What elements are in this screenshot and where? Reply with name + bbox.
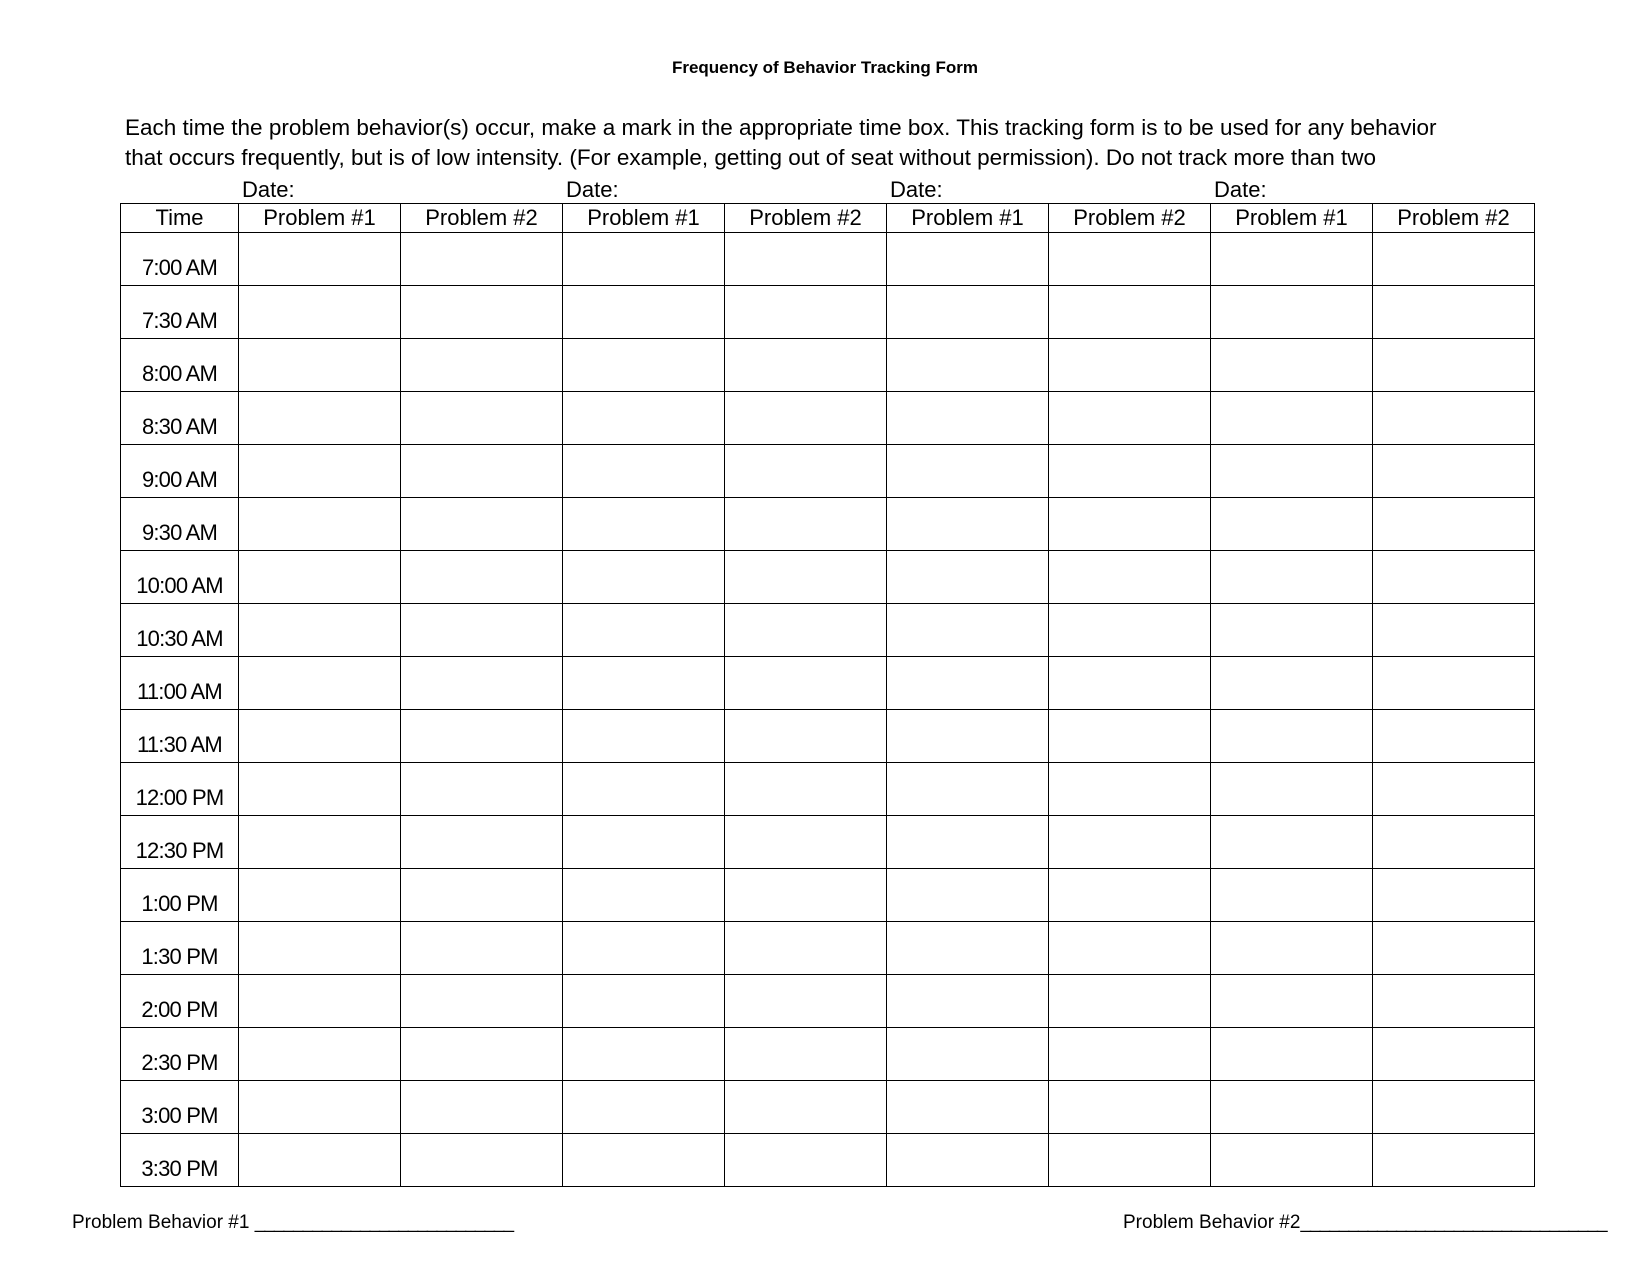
tally-cell[interactable]: [1373, 392, 1535, 445]
tally-cell[interactable]: [401, 286, 563, 339]
table-row: [121, 763, 1535, 816]
tally-cell[interactable]: [239, 869, 401, 922]
tally-cell[interactable]: [725, 869, 887, 922]
time-label: 12:30 PM: [121, 816, 239, 869]
tally-cell[interactable]: [1373, 551, 1535, 604]
tally-cell[interactable]: [239, 1028, 401, 1081]
tally-cell[interactable]: [1211, 604, 1373, 657]
tally-cell[interactable]: [1373, 763, 1535, 816]
table-row: [121, 445, 1535, 498]
tally-cell[interactable]: [1049, 551, 1211, 604]
instructions-line-1: Each time the problem behavior(s) occur, make a mark in the appropriate time box. This tracking form is to be used for any behavior: [125, 115, 1437, 140]
tally-cell[interactable]: [401, 392, 563, 445]
tally-cell[interactable]: [1373, 710, 1535, 763]
tally-cell[interactable]: [1373, 286, 1535, 339]
problem-behavior-1-label: Problem Behavior #1: [72, 1212, 255, 1233]
header-problem-1-day-4: Problem #1: [1211, 204, 1373, 233]
tally-cell[interactable]: [887, 763, 1049, 816]
tally-cell[interactable]: [1049, 286, 1211, 339]
tally-cell[interactable]: [725, 922, 887, 975]
tally-cell[interactable]: [887, 286, 1049, 339]
time-label: 9:00 AM: [121, 445, 239, 498]
time-label: 2:00 PM: [121, 975, 239, 1028]
time-label: 11:00 AM: [121, 657, 239, 710]
tally-cell[interactable]: [563, 1134, 725, 1187]
header-problem-1-day-1: Problem #1: [239, 204, 401, 233]
tally-cell[interactable]: [1211, 869, 1373, 922]
time-label: 9:30 AM: [121, 498, 239, 551]
problem-behavior-2-label: Problem Behavior #2: [1123, 1212, 1301, 1233]
tally-cell[interactable]: [239, 604, 401, 657]
tally-cell[interactable]: [1373, 339, 1535, 392]
tally-cell[interactable]: [887, 975, 1049, 1028]
tally-cell[interactable]: [239, 233, 401, 286]
date-label-3: Date:: [890, 177, 943, 202]
time-label: 8:00 AM: [121, 339, 239, 392]
tally-cell[interactable]: [563, 1081, 725, 1134]
tally-cell[interactable]: [239, 816, 401, 869]
tally-cell[interactable]: [1211, 286, 1373, 339]
tally-cell[interactable]: [1211, 763, 1373, 816]
form-title: Frequency of Behavior Tracking Form: [671, 58, 979, 77]
tally-cell[interactable]: [239, 1134, 401, 1187]
tally-cell[interactable]: [1049, 1081, 1211, 1134]
tally-cell[interactable]: [1211, 1028, 1373, 1081]
tally-cell[interactable]: [239, 498, 401, 551]
tally-cell[interactable]: [1049, 1028, 1211, 1081]
tally-cell[interactable]: [401, 657, 563, 710]
tally-cell[interactable]: [1211, 1134, 1373, 1187]
tally-cell[interactable]: [401, 816, 563, 869]
tally-cell[interactable]: [563, 657, 725, 710]
tally-cell[interactable]: [1373, 922, 1535, 975]
tally-cell[interactable]: [1049, 975, 1211, 1028]
problem-behavior-2-field: [1123, 1212, 1607, 1234]
tally-cell[interactable]: [239, 286, 401, 339]
tally-cell[interactable]: [725, 498, 887, 551]
tally-cell[interactable]: [563, 1028, 725, 1081]
time-label: 12:00 PM: [121, 763, 239, 816]
table-row: [121, 551, 1535, 604]
tally-cell[interactable]: [1211, 498, 1373, 551]
time-label: 7:00 AM: [121, 233, 239, 286]
tally-cell[interactable]: [401, 339, 563, 392]
table-row: [121, 922, 1535, 975]
tally-cell[interactable]: [1049, 816, 1211, 869]
tally-cell[interactable]: [725, 975, 887, 1028]
tally-cell[interactable]: [1049, 445, 1211, 498]
tally-cell[interactable]: [401, 1081, 563, 1134]
tally-cell[interactable]: [401, 498, 563, 551]
tally-cell[interactable]: [239, 975, 401, 1028]
tally-cell[interactable]: [725, 339, 887, 392]
tally-cell[interactable]: [887, 1028, 1049, 1081]
time-label: 3:00 PM: [121, 1081, 239, 1134]
tally-cell[interactable]: [1049, 1134, 1211, 1187]
tally-cell[interactable]: [563, 922, 725, 975]
tally-cell[interactable]: [725, 710, 887, 763]
tally-cell[interactable]: [1211, 657, 1373, 710]
tally-cell[interactable]: [725, 233, 887, 286]
tally-cell[interactable]: [401, 975, 563, 1028]
tally-cell[interactable]: [887, 445, 1049, 498]
table-row: [121, 975, 1535, 1028]
tally-cell[interactable]: [887, 869, 1049, 922]
table-body: [121, 233, 1535, 1187]
tally-cell[interactable]: [563, 869, 725, 922]
header-problem-1-day-2: Problem #1: [563, 204, 725, 233]
header-problem-2-day-1: Problem #2: [401, 204, 563, 233]
table-row: [121, 1134, 1535, 1187]
table-row: [121, 1081, 1535, 1134]
tally-cell[interactable]: [887, 657, 1049, 710]
tally-cell[interactable]: [401, 445, 563, 498]
table-row: [121, 1028, 1535, 1081]
date-label-1: Date:: [242, 177, 295, 202]
tally-cell[interactable]: [1373, 1081, 1535, 1134]
tally-cell[interactable]: [1373, 1028, 1535, 1081]
time-label: 11:30 AM: [121, 710, 239, 763]
date-row: [0, 177, 1650, 201]
table-row: [121, 816, 1535, 869]
tally-cell[interactable]: [401, 233, 563, 286]
tally-cell[interactable]: [1373, 1134, 1535, 1187]
tally-cell[interactable]: [239, 710, 401, 763]
table-row: [121, 233, 1535, 286]
tally-cell[interactable]: [1049, 869, 1211, 922]
tally-cell[interactable]: [563, 392, 725, 445]
tally-cell[interactable]: [725, 1134, 887, 1187]
tally-cell[interactable]: [725, 816, 887, 869]
table-header: [121, 204, 1535, 233]
date-label-2: Date:: [566, 177, 619, 202]
tally-cell[interactable]: [887, 816, 1049, 869]
tally-cell[interactable]: [563, 604, 725, 657]
tally-cell[interactable]: [725, 551, 887, 604]
tally-cell[interactable]: [1049, 922, 1211, 975]
problem-behavior-1-blank[interactable]: ___________________________: [254, 1212, 514, 1233]
tally-cell[interactable]: [1049, 604, 1211, 657]
tally-cell[interactable]: [1211, 233, 1373, 286]
tally-cell[interactable]: [1373, 816, 1535, 869]
tally-cell[interactable]: [239, 445, 401, 498]
tally-cell[interactable]: [239, 763, 401, 816]
tally-cell[interactable]: [725, 1028, 887, 1081]
tally-cell[interactable]: [1049, 339, 1211, 392]
tally-cell[interactable]: [563, 286, 725, 339]
tally-cell[interactable]: [1211, 710, 1373, 763]
header-problem-1-day-3: Problem #1: [887, 204, 1049, 233]
table-row: [121, 498, 1535, 551]
table-row: [121, 657, 1535, 710]
problem-behavior-2-blank[interactable]: ________________________________: [1300, 1212, 1607, 1233]
tally-cell[interactable]: [401, 710, 563, 763]
tally-cell[interactable]: [725, 445, 887, 498]
tally-cell[interactable]: [1211, 339, 1373, 392]
tally-cell[interactable]: [563, 551, 725, 604]
time-label: 1:30 PM: [121, 922, 239, 975]
tally-cell[interactable]: [725, 604, 887, 657]
table-row: [121, 604, 1535, 657]
tally-cell[interactable]: [887, 392, 1049, 445]
time-label: 7:30 AM: [121, 286, 239, 339]
tally-cell[interactable]: [887, 1134, 1049, 1187]
tally-cell[interactable]: [1211, 922, 1373, 975]
tally-cell[interactable]: [1049, 763, 1211, 816]
tally-cell[interactable]: [1373, 498, 1535, 551]
tally-cell[interactable]: [725, 1081, 887, 1134]
tally-cell[interactable]: [239, 922, 401, 975]
header-row: [121, 204, 1535, 233]
header-problem-2-day-3: Problem #2: [1049, 204, 1211, 233]
tally-cell[interactable]: [887, 498, 1049, 551]
tally-cell[interactable]: [1211, 975, 1373, 1028]
tally-cell[interactable]: [239, 392, 401, 445]
tally-cell[interactable]: [563, 710, 725, 763]
instructions: [125, 113, 1605, 173]
tally-cell[interactable]: [1373, 657, 1535, 710]
table-row: [121, 286, 1535, 339]
tally-cell[interactable]: [563, 339, 725, 392]
tally-cell[interactable]: [887, 922, 1049, 975]
tally-cell[interactable]: [563, 763, 725, 816]
tally-cell[interactable]: [401, 869, 563, 922]
tally-cell[interactable]: [1211, 551, 1373, 604]
tally-cell[interactable]: [887, 710, 1049, 763]
tally-cell[interactable]: [1373, 975, 1535, 1028]
time-label: 3:30 PM: [121, 1134, 239, 1187]
tally-cell[interactable]: [239, 1081, 401, 1134]
tally-cell[interactable]: [401, 922, 563, 975]
time-label: 2:30 PM: [121, 1028, 239, 1081]
tally-cell[interactable]: [563, 233, 725, 286]
tally-cell[interactable]: [1373, 869, 1535, 922]
tally-cell[interactable]: [1373, 233, 1535, 286]
table-row: [121, 392, 1535, 445]
tally-cell[interactable]: [239, 339, 401, 392]
instructions-line-2: that occurs frequently, but is of low intensity. (For example, getting out of seat without permission). Do not track more than two: [125, 145, 1376, 170]
tally-cell[interactable]: [1049, 710, 1211, 763]
date-label-4: Date:: [1214, 177, 1267, 202]
tally-cell[interactable]: [887, 604, 1049, 657]
time-label: 10:00 AM: [121, 551, 239, 604]
tally-cell[interactable]: [725, 286, 887, 339]
tally-cell[interactable]: [1049, 657, 1211, 710]
tally-cell[interactable]: [401, 763, 563, 816]
header-problem-2-day-2: Problem #2: [725, 204, 887, 233]
tally-cell[interactable]: [887, 339, 1049, 392]
tally-cell[interactable]: [563, 816, 725, 869]
tally-cell[interactable]: [563, 445, 725, 498]
header-time: Time: [121, 204, 239, 233]
tally-cell[interactable]: [1049, 233, 1211, 286]
tally-cell[interactable]: [1211, 392, 1373, 445]
tally-cell[interactable]: [401, 1028, 563, 1081]
tally-cell[interactable]: [1211, 816, 1373, 869]
tally-cell[interactable]: [563, 975, 725, 1028]
table-row: [121, 869, 1535, 922]
tally-cell[interactable]: [239, 657, 401, 710]
tally-cell[interactable]: [239, 551, 401, 604]
tally-cell[interactable]: [887, 1081, 1049, 1134]
tally-cell[interactable]: [725, 657, 887, 710]
header-problem-2-day-4: Problem #2: [1373, 204, 1535, 233]
time-label: 1:00 PM: [121, 869, 239, 922]
tally-cell[interactable]: [1049, 392, 1211, 445]
problem-behavior-1-field: [72, 1212, 513, 1234]
tally-cell[interactable]: [887, 551, 1049, 604]
tally-cell[interactable]: [725, 763, 887, 816]
tally-cell[interactable]: [887, 233, 1049, 286]
tally-cell[interactable]: [725, 392, 887, 445]
tally-cell[interactable]: [401, 604, 563, 657]
tally-cell[interactable]: [1373, 445, 1535, 498]
tally-cell[interactable]: [1211, 1081, 1373, 1134]
table-row: [121, 339, 1535, 392]
tally-cell[interactable]: [1049, 498, 1211, 551]
tally-cell[interactable]: [401, 1134, 563, 1187]
tally-cell[interactable]: [401, 551, 563, 604]
table-row: [121, 710, 1535, 763]
tally-cell[interactable]: [563, 498, 725, 551]
tally-cell[interactable]: [1211, 445, 1373, 498]
tally-cell[interactable]: [1373, 604, 1535, 657]
tracking-table: [120, 203, 1535, 1187]
time-label: 10:30 AM: [121, 604, 239, 657]
time-label: 8:30 AM: [121, 392, 239, 445]
